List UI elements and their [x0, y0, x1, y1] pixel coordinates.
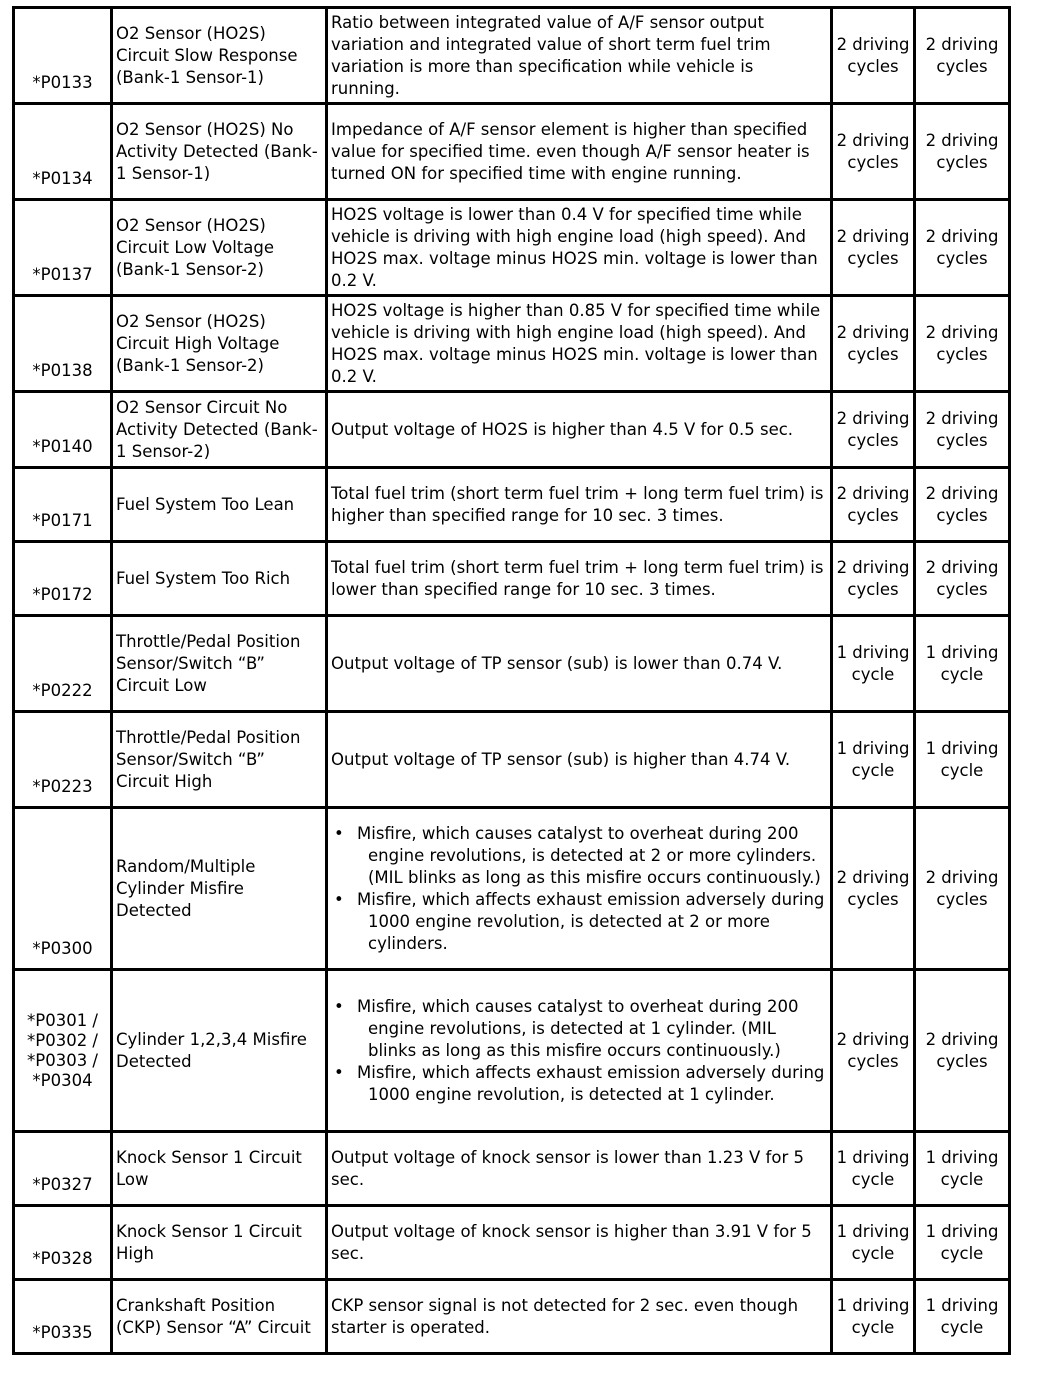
- detecting-item: Throttle/Pedal Position Sensor/Switch “B” Circuit High: [112, 712, 327, 808]
- detecting-condition: Output voltage of TP sensor (sub) is lower than 0.74 V.: [327, 616, 832, 712]
- table-row: [14, 1280, 1010, 1354]
- dtc-code: [14, 970, 112, 1132]
- detecting-item: O2 Sensor (HO2S) Circuit Low Voltage (Bank-1 Sensor-2): [112, 200, 327, 296]
- dtc-code: *P0133: [14, 8, 112, 104]
- dtc-cycles: 2 driving cycles: [915, 542, 1010, 616]
- dtc-cycles: 1 driving cycle: [915, 712, 1010, 808]
- dtc-cycles: 1 driving cycle: [915, 1206, 1010, 1280]
- dtc-code-line: *P0301 /: [27, 1010, 98, 1030]
- detecting-item: Knock Sensor 1 Circuit High: [112, 1206, 327, 1280]
- table-row: [14, 104, 1010, 200]
- condition-list: [331, 823, 827, 955]
- dtc-code-line: *P0304: [32, 1070, 93, 1090]
- table-row: [14, 468, 1010, 542]
- detecting-item: Random/Multiple Cylinder Misfire Detected: [112, 808, 327, 970]
- mil-cycles: 1 driving cycle: [832, 1132, 915, 1206]
- detecting-condition: [327, 808, 832, 970]
- mil-cycles: 2 driving cycles: [832, 200, 915, 296]
- mil-cycles: 1 driving cycle: [832, 712, 915, 808]
- detecting-condition: CKP sensor signal is not detected for 2 sec. even though starter is operated.: [327, 1280, 832, 1354]
- dtc-cycles: 2 driving cycles: [915, 392, 1010, 468]
- detecting-condition: Ratio between integrated value of A/F sensor output variation and integrated value of short term fuel trim variation is more than specification while vehicle is running.: [327, 8, 832, 104]
- detecting-item: Fuel System Too Rich: [112, 542, 327, 616]
- detecting-condition: Output voltage of TP sensor (sub) is higher than 4.74 V.: [327, 712, 832, 808]
- detecting-condition: HO2S voltage is lower than 0.4 V for specified time while vehicle is driving with high engine load (high speed). And HO2S max. voltage minus HO2S min. voltage is lower than 0.2 V.: [327, 200, 832, 296]
- mil-cycles: 2 driving cycles: [832, 296, 915, 392]
- dtc-code-line: *P0302 /: [27, 1030, 98, 1050]
- detecting-item: Crankshaft Position (CKP) Sensor “A” Circuit: [112, 1280, 327, 1354]
- detecting-condition: Total fuel trim (short term fuel trim + long term fuel trim) is lower than specified range for 10 sec. 3 times.: [327, 542, 832, 616]
- dtc-table: [12, 6, 1011, 1355]
- table-row: [14, 542, 1010, 616]
- detecting-item: Knock Sensor 1 Circuit Low: [112, 1132, 327, 1206]
- dtc-code: *P0134: [14, 104, 112, 200]
- dtc-cycles: 2 driving cycles: [915, 468, 1010, 542]
- table-row: [14, 616, 1010, 712]
- dtc-cycles: 1 driving cycle: [915, 616, 1010, 712]
- dtc-code: *P0222: [14, 616, 112, 712]
- detecting-condition: Impedance of A/F sensor element is higher than specified value for specified time. even though A/F sensor heater is turned ON for specified time with engine running.: [327, 104, 832, 200]
- detecting-condition: HO2S voltage is higher than 0.85 V for specified time while vehicle is driving with high engine load (high speed). And HO2S max. voltage minus HO2S min. voltage is lower than 0.2 V.: [327, 296, 832, 392]
- detecting-item: O2 Sensor (HO2S) Circuit Slow Response (Bank-1 Sensor-1): [112, 8, 327, 104]
- mil-cycles: 2 driving cycles: [832, 808, 915, 970]
- table-row: [14, 1206, 1010, 1280]
- detecting-condition: Output voltage of knock sensor is lower than 1.23 V for 5 sec.: [327, 1132, 832, 1206]
- dtc-code: *P0137: [14, 200, 112, 296]
- mil-cycles: 2 driving cycles: [832, 8, 915, 104]
- table-row: [14, 712, 1010, 808]
- detecting-item: O2 Sensor (HO2S) No Activity Detected (Bank-1 Sensor-1): [112, 104, 327, 200]
- detecting-item: Cylinder 1,2,3,4 Misfire Detected: [112, 970, 327, 1132]
- dtc-code: *P0138: [14, 296, 112, 392]
- detecting-condition: Total fuel trim (short term fuel trim + long term fuel trim) is higher than specified range for 10 sec. 3 times.: [327, 468, 832, 542]
- list-item: • Misfire, which affects exhaust emission adversely during 1000 engine revolution, is detected at 1 cylinder.: [331, 1062, 827, 1106]
- detecting-item: Fuel System Too Lean: [112, 468, 327, 542]
- dtc-cycles: 1 driving cycle: [915, 1132, 1010, 1206]
- table-row: [14, 1132, 1010, 1206]
- table-row: [14, 392, 1010, 468]
- dtc-cycles: 1 driving cycle: [915, 1280, 1010, 1354]
- dtc-cycles: 2 driving cycles: [915, 104, 1010, 200]
- mil-cycles: 2 driving cycles: [832, 542, 915, 616]
- dtc-code: *P0327: [14, 1132, 112, 1206]
- dtc-code: *P0335: [14, 1280, 112, 1354]
- mil-cycles: 2 driving cycles: [832, 104, 915, 200]
- table-row: [14, 296, 1010, 392]
- condition-list: [331, 996, 827, 1106]
- dtc-cycles: 2 driving cycles: [915, 8, 1010, 104]
- dtc-code: *P0300: [14, 808, 112, 970]
- detecting-condition: Output voltage of knock sensor is higher than 3.91 V for 5 sec.: [327, 1206, 832, 1280]
- dtc-cycles: 2 driving cycles: [915, 970, 1010, 1132]
- mil-cycles: 1 driving cycle: [832, 1280, 915, 1354]
- list-item: • Misfire, which affects exhaust emission adversely during 1000 engine revolution, is detected at 2 or more cylinders.: [331, 889, 827, 955]
- detecting-condition: Output voltage of HO2S is higher than 4.5 V for 0.5 sec.: [327, 392, 832, 468]
- detecting-item: O2 Sensor (HO2S) Circuit High Voltage (Bank-1 Sensor-2): [112, 296, 327, 392]
- dtc-cycles: 2 driving cycles: [915, 808, 1010, 970]
- list-item: • Misfire, which causes catalyst to overheat during 200 engine revolutions, is detected at 2 or more cylinders. (MIL blinks as long as this misfire occurs continuously.): [331, 823, 827, 889]
- dtc-code: *P0172: [14, 542, 112, 616]
- dtc-code: *P0171: [14, 468, 112, 542]
- dtc-code-line: *P0303 /: [27, 1050, 98, 1070]
- mil-cycles: 2 driving cycles: [832, 970, 915, 1132]
- dtc-cycles: 2 driving cycles: [915, 296, 1010, 392]
- list-item: • Misfire, which causes catalyst to overheat during 200 engine revolutions, is detected at 1 cylinder. (MIL blinks as long as this misfire occurs continuously.): [331, 996, 827, 1062]
- table-row: [14, 200, 1010, 296]
- detecting-item: O2 Sensor Circuit No Activity Detected (Bank-1 Sensor-2): [112, 392, 327, 468]
- mil-cycles: 1 driving cycle: [832, 1206, 915, 1280]
- detecting-condition: [327, 970, 832, 1132]
- table-row: [14, 8, 1010, 104]
- mil-cycles: 2 driving cycles: [832, 392, 915, 468]
- detecting-item: Throttle/Pedal Position Sensor/Switch “B” Circuit Low: [112, 616, 327, 712]
- dtc-code: *P0223: [14, 712, 112, 808]
- dtc-code: *P0328: [14, 1206, 112, 1280]
- table-row: [14, 808, 1010, 970]
- dtc-code: *P0140: [14, 392, 112, 468]
- table-row: [14, 970, 1010, 1132]
- dtc-cycles: 2 driving cycles: [915, 200, 1010, 296]
- mil-cycles: 1 driving cycle: [832, 616, 915, 712]
- mil-cycles: 2 driving cycles: [832, 468, 915, 542]
